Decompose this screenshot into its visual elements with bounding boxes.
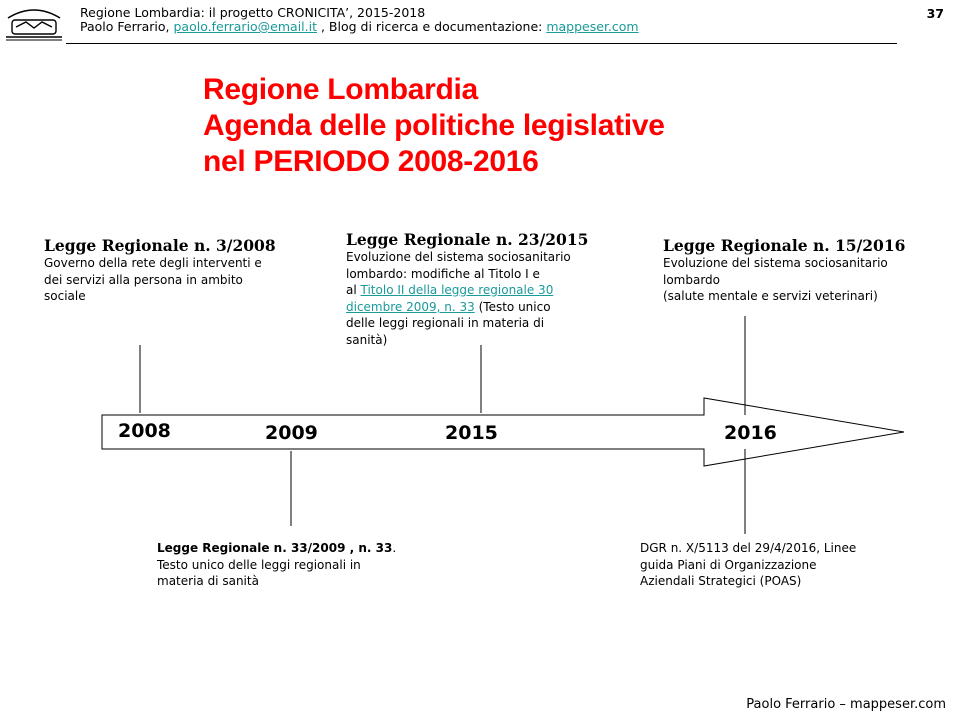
law-link-dicembre-2009[interactable]: dicembre 2009, n. 33 <box>346 299 475 314</box>
event-dgr-2016 <box>640 540 920 590</box>
event-text: Governo della rete degli interventi e <box>44 256 262 270</box>
event-text: lombardo <box>663 272 721 287</box>
event-lr-15-2016 <box>663 236 933 305</box>
page-number: 37 <box>926 6 944 21</box>
event-heading: Legge Regionale n. 15/2016 <box>663 236 906 255</box>
event-text <box>346 282 616 299</box>
event-text: dei servizi alla persona in ambito <box>44 272 243 287</box>
event-text: sanità) <box>346 332 388 347</box>
slide-footer: Paolo Ferrario – mappeser.com <box>746 697 946 712</box>
event-text: delle leggi regionali in materia di <box>346 316 545 330</box>
year-2009: 2009 <box>265 422 318 444</box>
title-line-3: nel PERIODO 2008-2016 <box>203 145 539 178</box>
title-line-2: Agenda delle politiche legislative <box>203 109 665 142</box>
event-text: guida Piani di Organizzazione <box>640 557 817 572</box>
site-link[interactable]: mappeser.com <box>546 19 639 34</box>
event-text <box>346 299 616 316</box>
header-line-1: Regione Lombardia: il progetto CRONICITA’, 2015-2018 <box>80 5 426 20</box>
event-text: (salute mentale e servizi veterinari) <box>663 289 878 303</box>
event-text-suffix: (Testo unico <box>474 299 551 314</box>
event-text: Aziendali Strategici (POAS) <box>640 574 802 588</box>
header-author: Paolo Ferrario, <box>80 19 174 34</box>
year-2016: 2016 <box>724 422 777 444</box>
event-heading: Legge Regionale n. 23/2015 <box>346 230 589 249</box>
header-blog-label: , Blog di ricerca e documentazione: <box>317 19 547 34</box>
event-heading <box>157 540 457 557</box>
event-text: lombardo: modifiche al Titolo I e <box>346 266 540 281</box>
event-text: materia di sanità <box>157 574 259 588</box>
event-lr-33-2009 <box>157 540 457 590</box>
event-heading-dot: . <box>392 541 397 555</box>
email-link[interactable]: paolo.ferrario@email.it <box>173 19 318 34</box>
event-text: Testo unico delle leggi regionali in <box>157 557 361 572</box>
event-text: Evoluzione del sistema sociosanitario <box>346 250 571 264</box>
timeline-arrow <box>102 398 904 466</box>
event-heading-text: Legge Regionale n. 33/2009 , n. 33 <box>157 541 393 555</box>
event-lr-23-2015 <box>346 230 616 348</box>
year-2008: 2008 <box>118 420 171 442</box>
event-text: Evoluzione del sistema sociosanitario <box>663 256 888 270</box>
event-lr-3-2008 <box>44 236 304 305</box>
event-text-prefix: al <box>346 283 361 297</box>
title-line-1: Regione Lombardia <box>203 73 478 106</box>
event-text: sociale <box>44 289 86 303</box>
event-text: DGR n. X/5113 del 29/4/2016, Linee <box>640 541 857 555</box>
event-heading: Legge Regionale n. 3/2008 <box>44 236 276 255</box>
law-link-titolo-ii[interactable]: Titolo II della legge regionale 30 <box>360 283 554 297</box>
year-2015: 2015 <box>445 422 498 444</box>
